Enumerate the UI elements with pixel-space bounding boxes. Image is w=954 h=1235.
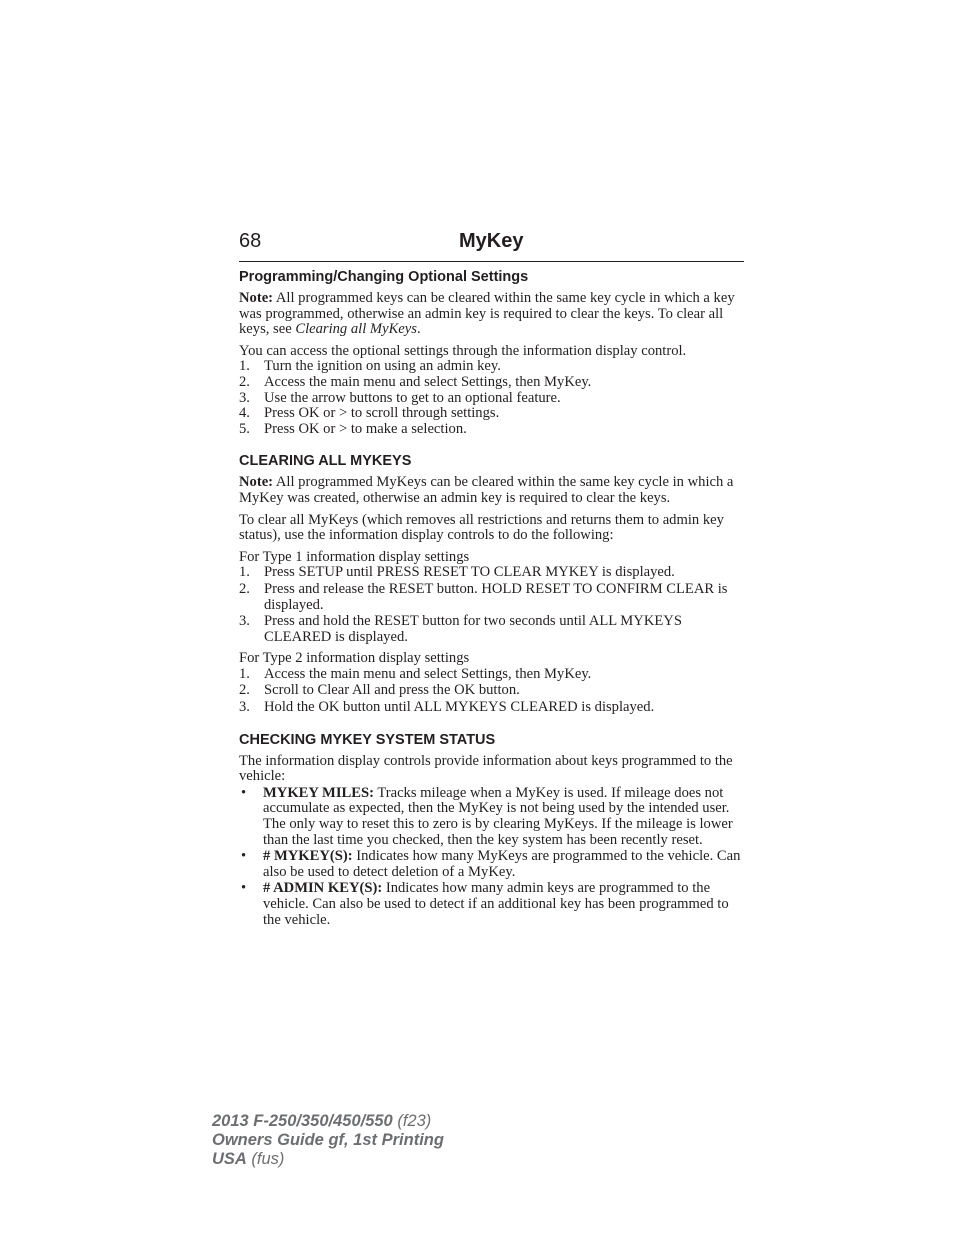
list-item xyxy=(239,786,749,848)
page-header xyxy=(239,229,744,262)
step-number: 3. xyxy=(239,613,250,630)
bullet-icon: • xyxy=(241,880,247,897)
type1-label: For Type 1 information display settings xyxy=(239,548,470,565)
step-number: 5. xyxy=(239,420,250,437)
chapter-title: MyKey xyxy=(459,230,524,252)
footer-model-code: (f23) xyxy=(392,1112,432,1130)
bullet-icon: • xyxy=(241,848,247,865)
step-text: Press and release the RESET button. HOLD RESET TO CONFIRM CLEAR is displayed. xyxy=(264,580,728,613)
step-text: Access the main menu and select Settings, then MyKey. xyxy=(264,665,592,682)
footer-market: USA xyxy=(212,1150,247,1168)
step-text: Press OK or > to scroll through settings. xyxy=(264,405,500,422)
list-item xyxy=(239,614,749,645)
term: # MYKEY(S): xyxy=(263,848,353,865)
step-text: Turn the ignition on using an admin key. xyxy=(264,358,501,375)
step-number: 2. xyxy=(239,682,250,699)
footer-guide: Owners Guide gf, 1st Printing xyxy=(212,1131,444,1149)
step-text: Use the arrow buttons to get to an optional feature. xyxy=(264,389,561,406)
page-content xyxy=(239,266,749,934)
type2-label: For Type 2 information display settings xyxy=(239,650,470,667)
list-item xyxy=(239,391,749,407)
note-label: Note: xyxy=(239,290,274,306)
cross-reference-link[interactable]: Clearing all MyKeys xyxy=(295,321,417,338)
list-item xyxy=(239,700,749,716)
note-label: Note: xyxy=(239,474,274,491)
step-number: 3. xyxy=(239,699,250,716)
note-text: All programmed MyKeys can be cleared within the same key cycle in which a MyKey was created, otherwise an admin key is required to clear the keys. xyxy=(239,474,734,506)
list-item xyxy=(239,667,749,683)
list-item xyxy=(239,422,749,438)
footer-line-market xyxy=(212,1150,444,1169)
step-text: Press and hold the RESET button for two seconds until ALL MYKEYS CLEARED is displayed. xyxy=(264,613,682,645)
step-number: 3. xyxy=(239,389,250,406)
step-number: 1. xyxy=(239,358,250,375)
list-item xyxy=(239,406,749,422)
note-clearing xyxy=(239,475,749,506)
term-description: Indicates how many admin keys are programmed to the vehicle. Can also be used to detect if an additional key has been programmed to the vehicle. xyxy=(263,880,729,928)
list-item xyxy=(239,881,749,928)
term: # ADMIN KEY(S): xyxy=(263,880,383,897)
page-number: 68 xyxy=(239,230,262,252)
checking-intro: The information display controls provide information about keys programmed to the vehicle: xyxy=(239,752,733,785)
list-item xyxy=(239,375,749,391)
section-heading-programming: Programming/Changing Optional Settings xyxy=(239,269,529,285)
step-text: Press OK or > to make a selection. xyxy=(264,420,467,437)
step-text: Scroll to Clear All and press the OK button. xyxy=(264,682,520,699)
footer-model: 2013 F-250/350/450/550 xyxy=(212,1112,393,1130)
note-programming xyxy=(239,291,749,338)
note-end: . xyxy=(416,321,421,338)
bullet-icon: • xyxy=(241,784,247,801)
step-text: Access the main menu and select Settings, then MyKey. xyxy=(264,373,592,390)
list-item xyxy=(239,849,749,880)
type2-steps xyxy=(239,667,749,716)
type1-steps xyxy=(239,565,749,645)
footer-market-code: (fus) xyxy=(246,1150,285,1168)
page-footer xyxy=(212,1112,444,1169)
step-text: Hold the OK button until ALL MYKEYS CLEARED is displayed. xyxy=(264,699,655,716)
step-number: 1. xyxy=(239,564,250,581)
step-number: 2. xyxy=(239,580,250,597)
footer-line-model xyxy=(212,1112,444,1131)
clearing-intro: To clear all MyKeys (which removes all restrictions and returns them to admin key status), use the information display controls to do the following: xyxy=(239,511,724,544)
step-number: 1. xyxy=(239,665,250,682)
footer-line-guide xyxy=(212,1131,444,1150)
term: MYKEY MILES: xyxy=(263,784,374,801)
term-description: Tracks mileage when a MyKey is used. If mileage does not accumulate as expected, then the MyKey is not being used by the intended user. The only way to reset this to zero is by clearing MyKeys. If the mileage is lower than the last time you checked, then the key system has been recently reset. xyxy=(263,784,733,848)
programming-intro: You can access the optional settings through the information display control. xyxy=(239,342,687,359)
step-number: 4. xyxy=(239,405,250,422)
term-description: Indicates how many MyKeys are programmed to the vehicle. Can also be used to detect deletion of a MyKey. xyxy=(263,848,741,880)
status-bullets xyxy=(239,786,749,928)
step-text: Press SETUP until PRESS RESET TO CLEAR MYKEY is displayed. xyxy=(264,564,675,581)
list-item xyxy=(239,565,749,581)
list-item xyxy=(239,582,749,613)
note-text: All programmed keys can be cleared within the same key cycle in which a key was programmed, otherwise an admin key is required to clear the keys. To clear all keys, see xyxy=(239,290,735,338)
section-heading-checking: CHECKING MYKEY SYSTEM STATUS xyxy=(239,731,496,748)
section-heading-clearing: CLEARING ALL MYKEYS xyxy=(239,453,412,470)
step-number: 2. xyxy=(239,373,250,390)
programming-steps xyxy=(239,359,749,437)
list-item xyxy=(239,359,749,375)
list-item xyxy=(239,683,749,699)
